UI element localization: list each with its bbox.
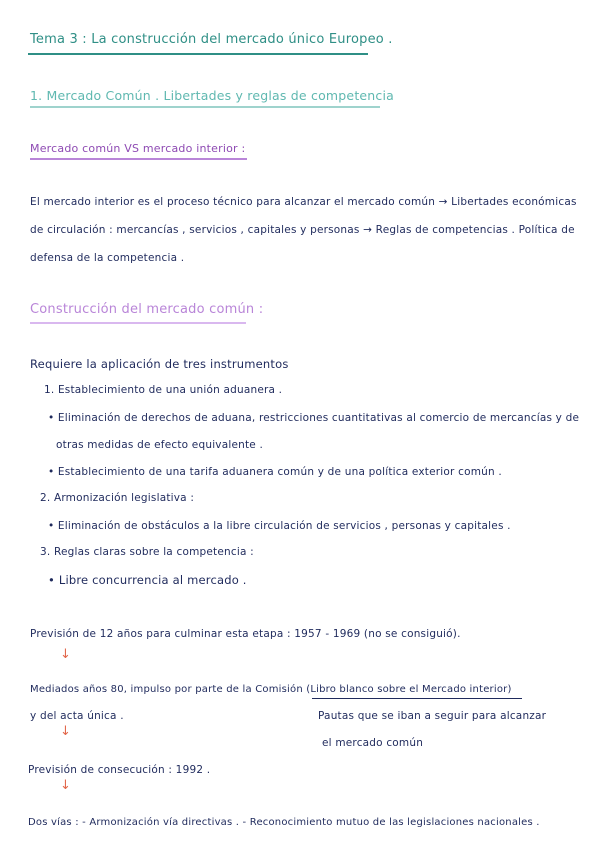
- item1-bullet1-line2: otras medidas de efecto equivalente .: [56, 439, 264, 451]
- para1-line3: defensa de la competencia .: [30, 252, 185, 264]
- subheading-underline-1: [30, 158, 247, 160]
- item2-bullet1: • Eliminación de obstáculos a la libre circulación de servicios , personas y capitales .: [48, 520, 511, 532]
- subheading-underline-2: [30, 322, 246, 324]
- item1-bullet2: • Establecimiento de una tarifa aduanera común y de una política exterior común .: [48, 466, 502, 478]
- consecucion-text: Previsión de consecución : 1992 .: [28, 764, 211, 776]
- item1-title: 1. Establecimiento de una unión aduanera .: [44, 384, 283, 396]
- arrow-down-icon: ↓: [60, 724, 71, 739]
- arrow-down-icon: ↓: [60, 778, 71, 793]
- mid-80s-text: Mediados años 80, impulso por parte de la Comisión (Libro blanco sobre el Mercado interior): [30, 684, 512, 695]
- side-note-line2: el mercado común: [322, 737, 424, 749]
- title-underline: [28, 53, 368, 55]
- item3-title: 3. Reglas claras sobre la competencia :: [40, 546, 254, 558]
- libro-blanco-underline: [312, 698, 522, 699]
- item3-bullet1: • Libre concurrencia al mercado .: [48, 573, 247, 587]
- requires-text: Requiere la aplicación de tres instrumentos: [30, 357, 289, 371]
- side-note-line1: Pautas que se iban a seguir para alcanzar: [318, 710, 547, 722]
- arrow-down-icon: ↓: [60, 647, 71, 662]
- subheading-comun-vs-interior: Mercado común VS mercado interior :: [30, 142, 246, 155]
- prevision-text: Previsión de 12 años para culminar esta etapa : 1957 - 1969 (no se consiguió).: [30, 628, 461, 640]
- section-underline-1: [30, 106, 380, 108]
- dos-vias-text: Dos vías : - Armonización vía directivas . - Reconocimiento mutuo de las legislaciones nacionales .: [28, 817, 540, 828]
- section-heading-1: 1. Mercado Común . Libertades y reglas de competencia: [30, 88, 395, 103]
- para1-line1: El mercado interior es el proceso técnico para alcanzar el mercado común → Libertades económicas: [30, 196, 577, 208]
- para1-line2: de circulación : mercancías , servicios , capitales y personas → Reglas de competencias . Política de: [30, 224, 575, 236]
- subheading-construccion: Construcción del mercado común :: [30, 302, 264, 317]
- acta-unica-text: y del acta única .: [30, 710, 124, 722]
- page-title: Tema 3 : La construcción del mercado único Europeo .: [30, 32, 393, 47]
- item1-bullet1-line1: • Eliminación de derechos de aduana, restricciones cuantitativas al comercio de mercancías y de: [48, 412, 580, 424]
- item2-title: 2. Armonización legislativa :: [40, 492, 195, 504]
